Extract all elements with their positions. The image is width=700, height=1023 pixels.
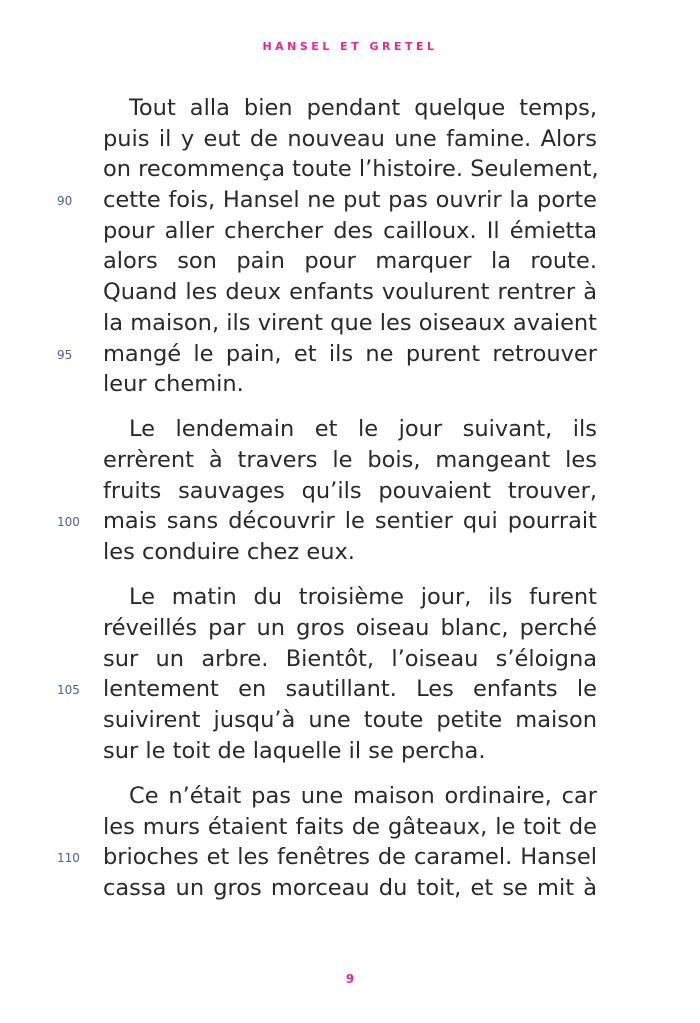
text-line-content: pour aller chercher des cailloux. Il émietta xyxy=(103,217,597,244)
text-line-content: mangé le pain, et ils ne purent retrouver xyxy=(103,340,597,367)
text-line xyxy=(103,445,597,476)
text-line-content: Le matin du troisième jour, ils furent xyxy=(129,584,597,611)
text-line xyxy=(57,185,597,216)
line-number: 100 xyxy=(57,515,80,530)
text-line xyxy=(57,842,597,873)
text-line-content: puis il y eut de nouveau une famine. Alors xyxy=(103,125,597,152)
text-line-content: sur le toit de laquelle il se percha. xyxy=(103,737,486,764)
text-line xyxy=(103,644,597,675)
text-line xyxy=(103,613,597,644)
text-line xyxy=(103,781,597,812)
text-line xyxy=(103,812,597,843)
text-line-content: mais sans découvrir le sentier qui pourrait xyxy=(103,508,597,535)
text-line xyxy=(103,369,597,400)
text-line xyxy=(57,339,597,370)
paragraph-2 xyxy=(57,414,597,567)
paragraph-gap xyxy=(103,400,597,415)
line-number: 105 xyxy=(57,683,80,698)
text-line xyxy=(103,873,597,904)
text-line-content: réveillés par un gros oiseau blanc, perché xyxy=(103,615,597,641)
text-line-content: les conduire chez eux. xyxy=(103,539,355,566)
text-line xyxy=(103,705,597,736)
text-line-content: alors son pain pour marquer la route. xyxy=(103,248,597,275)
text-line xyxy=(103,736,597,767)
line-number: 110 xyxy=(57,851,80,866)
text-line xyxy=(103,93,597,124)
text-line-content: errèrent à travers le bois, mangeant les xyxy=(103,447,597,474)
body-text xyxy=(57,93,599,904)
text-line xyxy=(103,277,597,308)
text-line-content: Tout alla bien pendant quelque temps, xyxy=(129,95,597,121)
text-line-content: suivirent jusqu’à une toute petite maison xyxy=(103,707,597,734)
paragraph-gap xyxy=(103,568,597,583)
text-line xyxy=(103,154,597,185)
text-line-content: brioches et les fenêtres de caramel. Hansel xyxy=(103,844,597,871)
text-line-content: Quand les deux enfants voulurent rentrer à xyxy=(103,279,597,306)
line-number: 90 xyxy=(57,194,73,209)
text-line-content: cassa un gros morceau du toit, et se mit à xyxy=(103,875,597,901)
text-line xyxy=(103,246,597,277)
paragraph-3 xyxy=(57,582,597,766)
line-number: 95 xyxy=(57,347,73,362)
text-line xyxy=(103,414,597,445)
text-line xyxy=(103,476,597,507)
text-line-content: Ce n’était pas une maison ordinaire, car xyxy=(129,782,597,809)
text-line xyxy=(103,216,597,247)
text-line xyxy=(103,308,597,339)
text-line-content: on recommença toute l’histoire. Seulement, xyxy=(103,156,599,183)
text-line xyxy=(57,506,597,537)
paragraph-1 xyxy=(57,93,599,400)
text-line xyxy=(57,674,597,705)
paragraph-4 xyxy=(57,781,597,904)
text-line-content: sur un arbre. Bientôt, l’oiseau s’éloigna xyxy=(103,645,597,672)
text-line-content: cette fois, Hansel ne put pas ouvrir la porte xyxy=(103,187,597,214)
text-line-content: leur chemin. xyxy=(103,371,244,398)
text-line-content: fruits sauvages qu’ils pouvaient trouver, xyxy=(103,477,597,504)
text-line xyxy=(103,582,597,613)
text-line-content: lentement en sautillant. Les enfants le xyxy=(103,676,597,703)
text-line-content: les murs étaient faits de gâteaux, le toit de xyxy=(103,813,597,840)
page-number: 9 xyxy=(345,972,355,986)
text-line-content: la maison, ils virent que les oiseaux avaient xyxy=(103,309,597,336)
running-header: HANSEL ET GRETEL xyxy=(262,40,438,53)
paragraph-gap xyxy=(103,766,597,781)
text-line xyxy=(103,537,597,568)
text-line-content: Le lendemain et le jour suivant, ils xyxy=(129,416,597,443)
text-line xyxy=(103,124,597,155)
